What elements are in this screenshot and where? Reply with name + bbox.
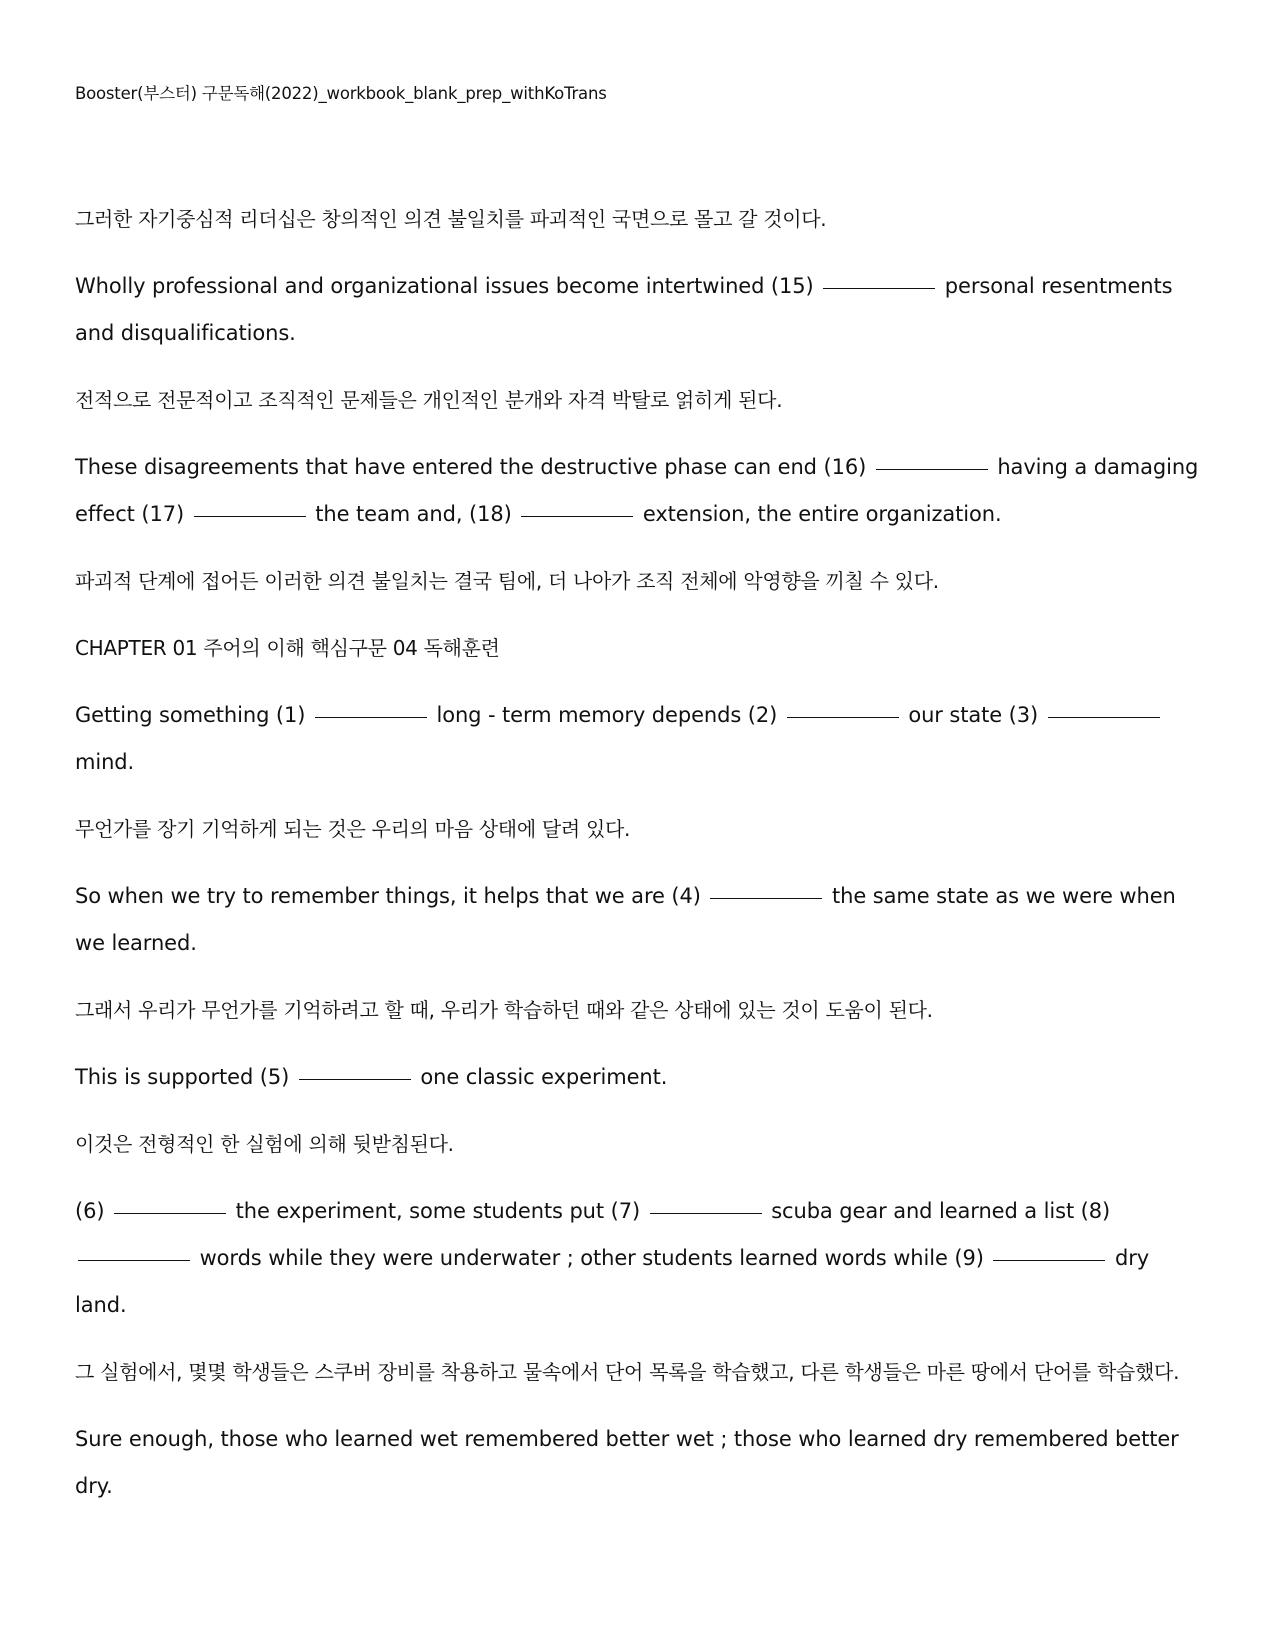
answer-blank[interactable] [876, 468, 988, 470]
korean-translation: 이것은 전형적인 한 실험에 의해 뒷받침된다. [75, 1132, 454, 1156]
korean-translation: 그 실험에서, 몇몇 학생들은 스쿠버 장비를 착용하고 물속에서 단어 목록을 학습했고, 다른 학생들은 마른 땅에서 단어를 학습했다. [75, 1360, 1180, 1384]
answer-blank[interactable] [194, 515, 306, 517]
answer-blank[interactable] [993, 1259, 1105, 1261]
english-sentence: (6) the experiment, some students put (7) scuba gear and learned a list (8) words while they were underwater ; other students learned words while (9) dry land. [75, 1199, 1150, 1317]
english-sentence: Sure enough, those who learned wet remembered better wet ; those who learned dry remembered better dry. [75, 1427, 1179, 1498]
document-header: Booster(부스터) 구문독해(2022)_workbook_blank_prep_withKoTrans [75, 84, 607, 103]
answer-blank[interactable] [710, 897, 822, 899]
answer-blank[interactable] [823, 287, 935, 289]
korean-translation: 전적으로 전문적이고 조직적인 문제들은 개인적인 분개와 자격 박탈로 얽히게 된다. [75, 388, 783, 412]
answer-blank[interactable] [315, 716, 427, 718]
chapter-heading: CHAPTER 01 주어의 이해 핵심구문 04 독해훈련 [75, 636, 500, 660]
english-sentence: This is supported (5) one classic experiment. [75, 1065, 668, 1089]
korean-translation: 그러한 자기중심적 리더십은 창의적인 의견 불일치를 파괴적인 국면으로 몰고 갈 것이다. [75, 207, 827, 231]
korean-translation: 무언가를 장기 기억하게 되는 것은 우리의 마음 상태에 달려 있다. [75, 817, 631, 841]
english-sentence: These disagreements that have entered the destructive phase can end (16) having a damaging effect (17) the team and, (18) extension, the entire organization. [75, 455, 1199, 526]
answer-blank[interactable] [78, 1259, 190, 1261]
worksheet-body [75, 196, 1205, 1530]
answer-blank[interactable] [650, 1212, 762, 1214]
answer-blank[interactable] [114, 1212, 226, 1214]
answer-blank[interactable] [1048, 716, 1160, 718]
english-sentence: So when we try to remember things, it helps that we are (4) the same state as we were when we learned. [75, 884, 1176, 955]
korean-translation: 파괴적 단계에 접어든 이러한 의견 불일치는 결국 팀에, 더 나아가 조직 전체에 악영향을 끼칠 수 있다. [75, 569, 939, 593]
korean-translation: 그래서 우리가 무언가를 기억하려고 할 때, 우리가 학습하던 때와 같은 상태에 있는 것이 도움이 된다. [75, 998, 933, 1022]
answer-blank[interactable] [521, 515, 633, 517]
english-sentence: Wholly professional and organizational issues become intertwined (15) personal resentments and disqualifications. [75, 274, 1173, 345]
answer-blank[interactable] [787, 716, 899, 718]
english-sentence: Getting something (1) long - term memory depends (2) our state (3) mind. [75, 692, 1205, 786]
answer-blank[interactable] [299, 1078, 411, 1080]
